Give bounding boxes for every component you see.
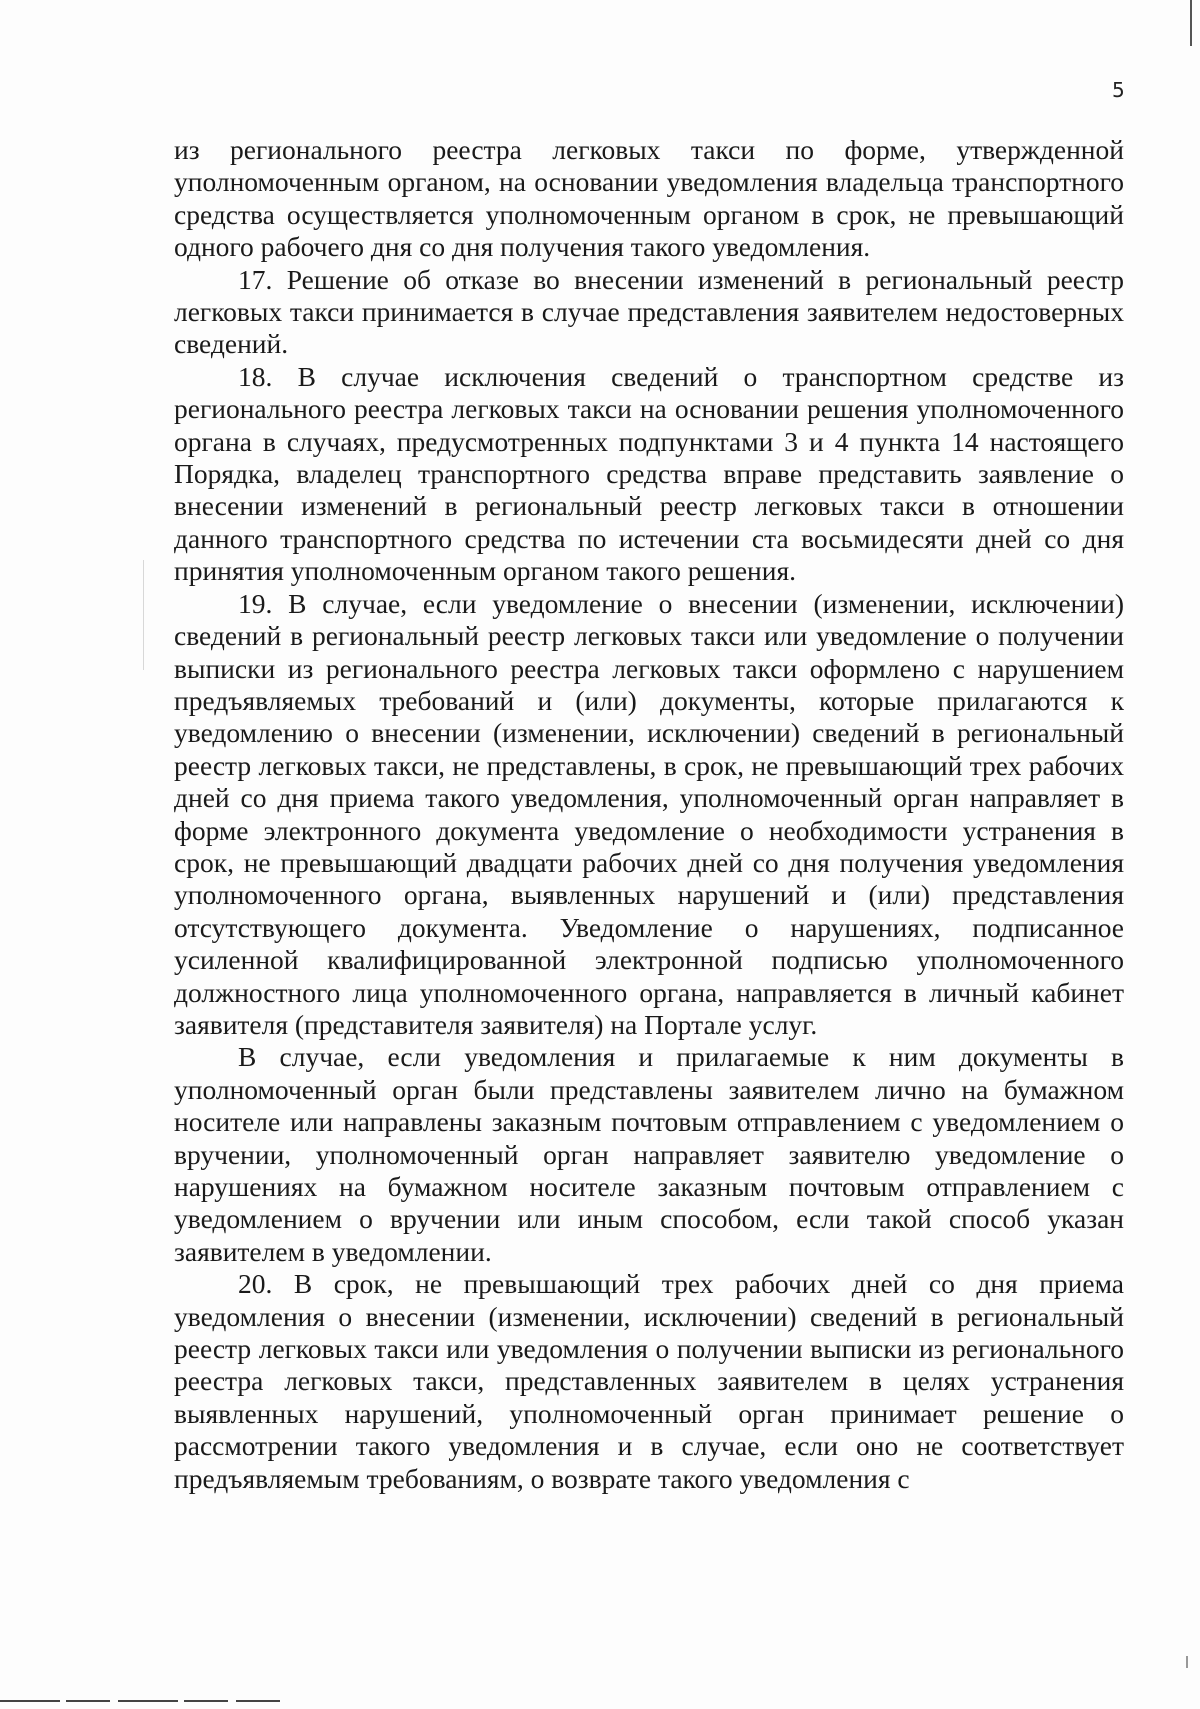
- paragraph-20: 20. В срок, не превышающий трех рабочих дней со дня приема уведомления о внесении (изменении, исключении) сведений в региональный реестр легковых такси или уведомления о получении выписки из регионального реестра легковых такси, представленных заявителем в целях устранения выявленных нарушений, уполномоченный орган принимает решение о рассмотрении такого уведомления и в случае, если оно не соответствует предъявляемым требованиям, о возврате такого уведомления с: [174, 1268, 1124, 1494]
- scan-edge-mark: [1186, 1656, 1188, 1668]
- scan-bottom-edge: [0, 1700, 280, 1702]
- scan-artifact: [143, 560, 144, 670]
- paragraph-19: 19. В случае, если уведомление о внесении (изменении, исключении) сведений в региональный реестр легковых такси или уведомление о получении выписки из регионального реестра легковых такси оформлено с нарушением предъявляемых требований и (или) документы, которые прилагаются к уведомлению о внесении (изменении, исключении) сведений в региональный реестр легковых такси, не представлены, в срок, не превышающий трех рабочих дней со дня приема такого уведомления, уполномоченный орган направляет в форме электронного документа уведомление о необходимости устранения в срок, не превышающий двадцати рабочих дней со дня получения уведомления уполномоченного органа, выявленных нарушений и (или) представления отсутствующего документа. Уведомление о нарушениях, подписанное усиленной квалифицированной электронной подписью уполномоченного должностного лица уполномоченного органа, направляется в личный кабинет заявителя (представителя заявителя) на Портале услуг.: [174, 587, 1124, 1040]
- paragraph-continuation: из регионального реестра легковых такси по форме, утвержденной уполномоченным органом, на основании уведомления владельца транспортного средства осуществляется уполномоченным органом в срок, не превышающий одного рабочего дня со дня получения такого уведомления.: [174, 134, 1124, 263]
- scan-edge-mark: [1190, 0, 1192, 46]
- page-number: 5: [1112, 78, 1125, 102]
- paragraph-19-continued: В случае, если уведомления и прилагаемые к ним документы в уполномоченный орган были представлены заявителем лично на бумажном носителе или направлены заказным почтовым отправлением с уведомлением о вручении, уполномоченный орган направляет заявителю уведомление о нарушениях на бумажном носителе заказным почтовым отправлением с уведомлением о вручении или иным способом, если такой способ указан заявителем в уведомлении.: [174, 1041, 1124, 1267]
- paragraph-18: 18. В случае исключения сведений о транспортном средстве из регионального реестра легковых такси на основании решения уполномоченного органа в случаях, предусмотренных подпунктами 3 и 4 пункта 14 настоящего Порядка, владелец транспортного средства вправе представить заявление о внесении изменений в региональный реестр легковых такси в отношении данного транспортного средства по истечении ста восьмидесяти дней со дня принятия уполномоченным органом такого решения.: [174, 360, 1124, 587]
- document-body: [174, 134, 1124, 1495]
- paragraph-17: 17. Решение об отказе во внесении изменений в региональный реестр легковых такси принимается в случае представления заявителем недостоверных сведений.: [174, 263, 1124, 360]
